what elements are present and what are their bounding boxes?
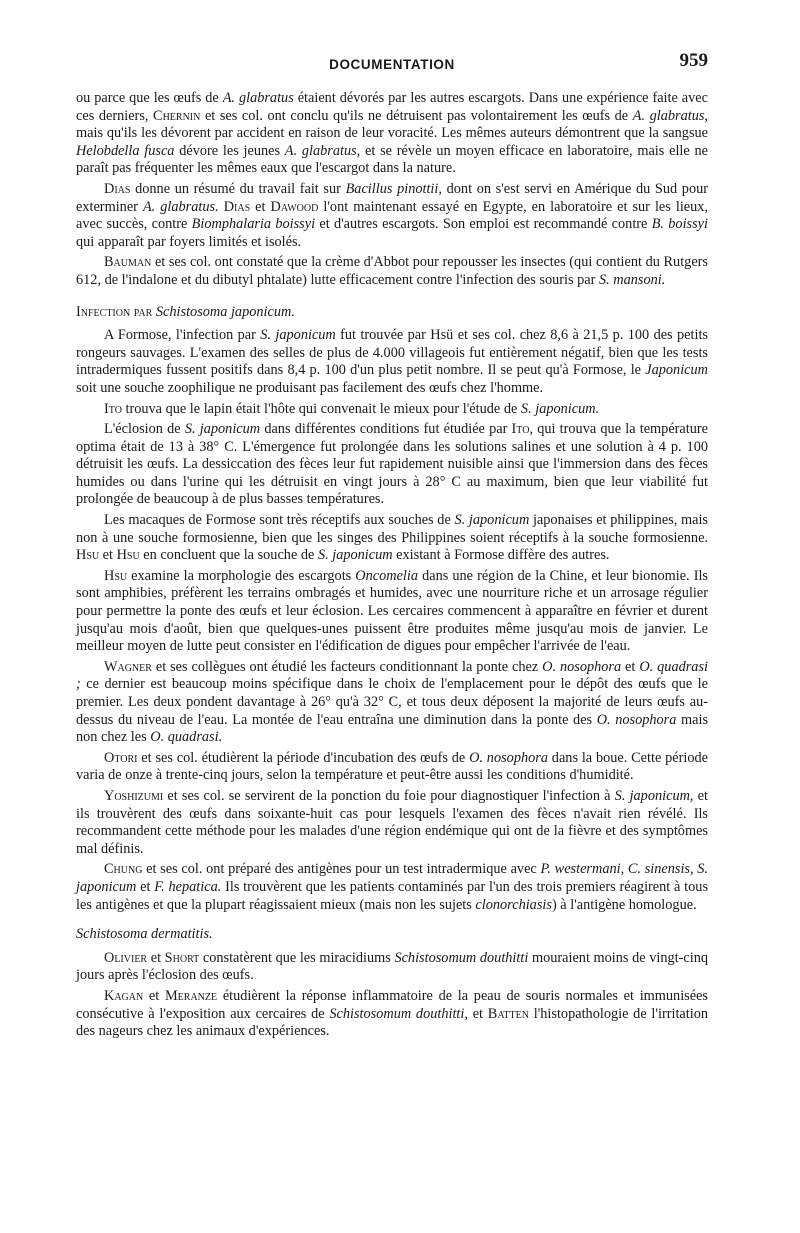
author-name: Batten (487, 1005, 529, 1022)
author-name: Yoshizumi (104, 787, 164, 804)
text: mais qu'ils les dévorent par accident en raison de leur voracité. Les mêmes auteurs démontrent que la sangsue (76, 125, 708, 142)
species-name: S. mansoni. (598, 271, 666, 288)
paragraph-7 (76, 512, 708, 565)
text: examine la morphologie des escargots (127, 567, 356, 584)
text: et (147, 949, 165, 966)
text: et (99, 547, 117, 564)
species-name: Bacillus pinottii, (345, 180, 442, 197)
species-name: O. quadrasi ; (76, 658, 708, 693)
text: et ses col. ont constaté que la crème d'Abbot pour repousser les insectes (qui contient du Rutgers 612, de l'indalone et du dibutyl phtalate) lutte efficacement contre l'infection des souris par (76, 254, 708, 288)
section-label: Infection par (76, 303, 153, 320)
page-number: 959 (679, 50, 708, 71)
species-name: O. nosophora (542, 658, 622, 675)
text: étudièrent la réponse inflammatoire de la peau de souris normales et immunisées consécutive à l'exposition aux cercaires de (76, 987, 708, 1022)
species-name: Schistosoma japonicum. (155, 303, 295, 320)
text: Ils trouvèrent que les patients contaminés par l'un des trois premiers réagirent à tous les antigènes et que la plupart réagissaient mieux (mais non les sujets (76, 878, 709, 913)
species-name: Schistosomum douthitti, (329, 1005, 468, 1022)
paragraph-14 (76, 988, 708, 1041)
author-name: Wagner (104, 658, 152, 675)
text: et se révèle un moyen efficace en laboratoire, mais elle ne paraît pas fréquenter les mêmes eaux que l'escargot dans la nature. (76, 142, 708, 177)
text: et (143, 987, 165, 1004)
species-name: A. glabratus (222, 90, 294, 106)
species-name: F. hepatica. (154, 878, 222, 895)
species-name: Japonicum (645, 362, 708, 379)
author-name: Chung (104, 861, 143, 878)
species-name: O. nosophora (596, 711, 677, 728)
text: et ils trouvèrent des œufs dans soixante-huit cas pour lesquels l'examen des fèces n'avait rien révélé. Ils recommandent cette méthode pour les malades d'une région endémique qui ont de la fièvre et des symptômes mal définis. (76, 787, 708, 857)
section-heading-dermatitis (76, 926, 708, 944)
text: dans une région de la Chine, et leur bionomie. Ils sont amphibies, préfèrent les terrains ombragés et humides, avec une nourriture riche et un arrosage régulier pour permettre la ponte des œufs et leur éclosion. Les cercaires commencent à apparaître en février et durent jusqu'au mois d'août, bien que quelques-unes puissent être produites même jusqu'au mois de janvier. Le meilleur moyen de lutte peut consister en l'édification de digues pour empêcher l'arrivée de l'eau. (76, 567, 708, 655)
species-name: A. glabratus. (142, 198, 219, 215)
text: dont on s'est servi en Amérique du Sud pour exterminer (76, 180, 709, 215)
species-name: P. westermani, C. sinensis, S. japonicum (76, 861, 708, 895)
species-name: S. japonicum (260, 327, 336, 344)
paragraph-6 (76, 421, 708, 509)
author-name: Hsu (76, 547, 100, 564)
species-name: B. boissyi (651, 216, 708, 233)
author-name: Dawood (270, 198, 319, 215)
paragraph-3 (76, 254, 708, 289)
paragraph-9 (76, 659, 708, 747)
species-name: Schistosomum douthitti (394, 949, 529, 966)
text: étaient dévorés par les autres escargots. Dans une expérience faite avec ces derniers, (76, 90, 708, 124)
author-name: Short (164, 949, 200, 966)
text: dévore les jeunes (174, 142, 285, 159)
species-name: Biomphalaria boissyi (191, 216, 316, 233)
author-name: Hsu (116, 547, 140, 564)
section-heading-japonicum (76, 304, 708, 322)
species-name: S. japonicum (184, 421, 261, 438)
text: mouraient moins de vingt-cinq jours après l'éclosion des œufs. (76, 949, 708, 984)
author-name: Otori (104, 749, 138, 766)
text: donne un résumé du travail fait sur (130, 180, 346, 197)
species-name: O. quadrasi. (150, 729, 223, 746)
species-name: Oncomelia (355, 567, 419, 584)
author-name: Olivier (104, 949, 148, 966)
paragraph-4 (76, 327, 708, 397)
text: et ses collègues ont étudié les facteurs conditionnant la ponte chez (151, 658, 543, 675)
text: dans la boue. Cette période varia de onze à trente-cinq jours, selon la température et peut-être aussi les conditions d'humidité. (76, 749, 709, 784)
text: trouva que le lapin était l'hôte qui convenait le mieux pour l'étude de (121, 400, 521, 417)
text: dans différentes conditions fut étudiée par (260, 421, 512, 438)
author-name: Bauman (104, 254, 152, 271)
author-name: Dias (223, 198, 251, 215)
text: et (250, 198, 271, 215)
text: l'ont maintenant essayé en Egypte, en laboratoire et sur les lieux, avec succès, contre (76, 198, 709, 233)
text: en concluent que la souche de (139, 547, 318, 564)
text: A Formose, l'infection par (104, 327, 261, 344)
text: ce dernier est beaucoup moins spécifique dans le choix de l'emplacement pour le dépôt des œufs que le premier. Les deux pondent davantage à 26° qu'à 32° C, et tous deux déposent la majorité de leurs œufs au-dessus du niveau de l'eau. La montée de l'eau entraîna une diminution dans la ponte des (76, 676, 708, 728)
text: et ses col. ont préparé des antigènes pour un test intradermique avec (142, 861, 541, 878)
text: mais non chez les (76, 711, 709, 746)
text: et d'autres escargots. Son emploi est recommandé contre (315, 216, 652, 233)
species-name: S. japonicum, (614, 787, 694, 804)
text: , qui trouva que la température optima était de 13 à 38° C. L'émergence fut prolongée dans les solutions salines et une solution à 4 p. 100 détruisit les œufs. La dessiccation des fèces leur fut rapidement nuisible ainsi que l'immersion dans des fèces humides ou dans l'urine qui les détruisit en vingt jours à 28° C au maximum, bien que leur viabilité fut prolongée de beaucoup à de plus basses températures. (76, 421, 709, 508)
running-title: DOCUMENTATION (329, 57, 455, 72)
text: constatèrent que les miracidiums (199, 949, 395, 966)
author-name: Ito (104, 400, 122, 417)
text: et ses col. ont conclu qu'ils ne détruisent pas volontairement les œufs de (200, 107, 633, 124)
text: japonaises et philippines, mais non à une souche formosienne, bien que les singes des Philippines soient réceptifs à la souche formosienne. (76, 512, 708, 546)
text: L'éclosion de (104, 421, 185, 438)
author-name: Kagan (104, 987, 144, 1004)
paragraph-5 (76, 401, 708, 419)
species-name: S. japonicum (454, 512, 530, 529)
text: ) à l'antigène homologue. (551, 896, 697, 913)
paragraph-2 (76, 181, 708, 251)
paragraph-11 (76, 788, 708, 858)
text: l'histopathologie de l'irritation des nageurs chez les animaux d'expériences. (76, 1005, 708, 1040)
species-name: O. nosophora (469, 749, 548, 766)
author-name: Meranze (164, 987, 218, 1004)
paragraph-12 (76, 861, 708, 914)
species-name: Helobdella fusca (76, 142, 175, 159)
page-body (76, 90, 708, 1041)
text: Les macaques de Formose sont très réceptifs aux souches de (104, 512, 455, 529)
author-name: Chernin (153, 107, 201, 124)
paragraph-8 (76, 568, 708, 656)
text: et ses col. se servirent de la ponction du foie pour diagnostiquer l'infection à (163, 787, 615, 804)
species-name: S. japonicum (317, 547, 393, 564)
author-name: Hsu (104, 567, 128, 584)
text: fut trouvée par Hsü et ses col. chez 8,6 à 21,5 p. 100 des petits rongeurs sauvages. L'examen des selles de plus de 4.000 villageois fut entièrement négatif, bien que les tests intradermiques fussent positifs dans 8,4 p. 100 d'un plus petit nombre. Il se peut qu'à Formose, le (76, 327, 708, 379)
paragraph-10 (76, 750, 708, 785)
text: ou parce que les œufs de (76, 90, 223, 106)
author-name: Ito (511, 421, 530, 438)
text: et (467, 1005, 488, 1022)
text: soit une souche zoophilique ne produisant pas facilement des œufs chez l'homme. (76, 379, 544, 396)
species-name: A. glabratus, (632, 107, 708, 124)
section-label: Schistosoma dermatitis. (76, 926, 213, 943)
species-name: clonorchiasis (475, 896, 552, 913)
text: et (136, 878, 155, 895)
text: existant à Formose diffère des autres. (392, 547, 610, 564)
page-header (76, 52, 708, 76)
text: et ses col. étudièrent la période d'incubation des œufs de (137, 749, 470, 766)
text: et (621, 658, 640, 675)
text: qui apparaît par foyers limités et isolés. (76, 233, 302, 250)
author-name: Dias (104, 180, 131, 197)
species-name: A. glabratus, (284, 142, 361, 159)
paragraph-1 (76, 90, 708, 178)
species-name: S. japonicum. (520, 400, 600, 417)
paragraph-13 (76, 950, 708, 985)
